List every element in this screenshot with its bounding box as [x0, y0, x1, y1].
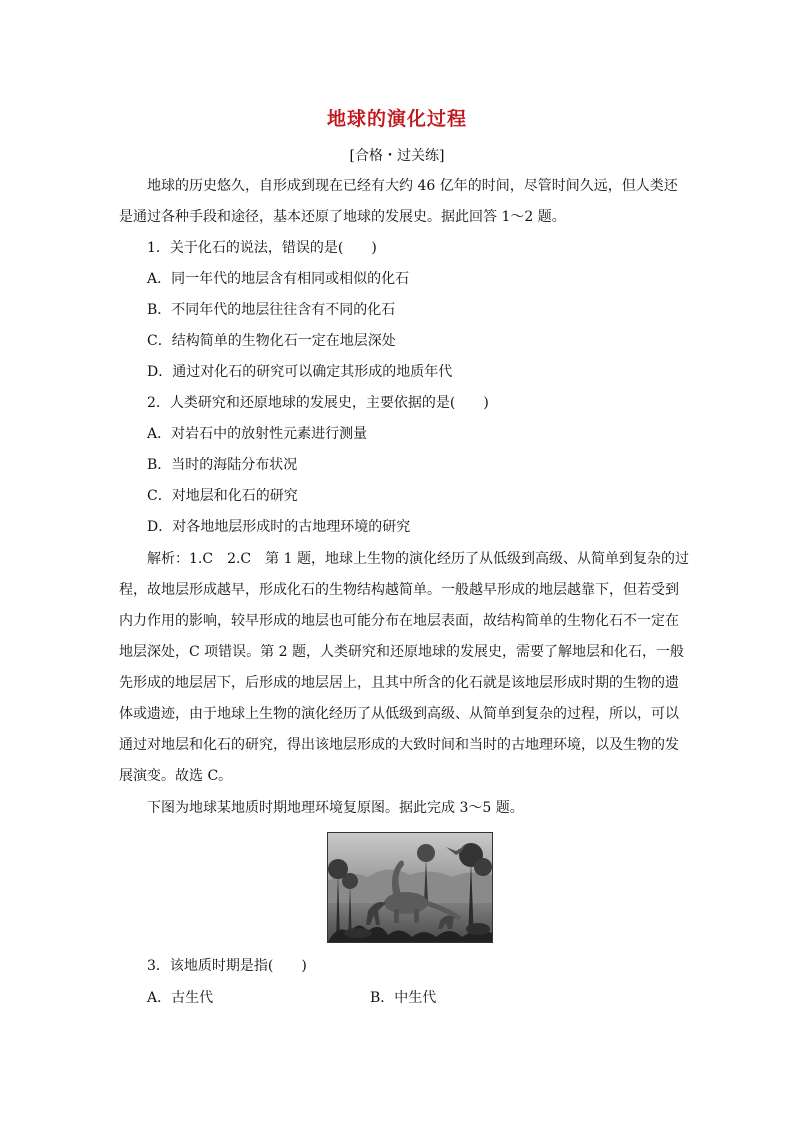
intro-line: 是通过各种手段和途径，基本还原了地球的发展史。据此回答 1～2 题。 — [119, 209, 566, 225]
intro-line: 地球的历史悠久，自形成到现在已经有大约 46 亿年的时间，尽管时间久远，但人类还 — [147, 178, 678, 194]
question-1-option-b: B．不同年代的地层往往含有不同的化石 — [147, 302, 396, 318]
analysis-line: 地层深处，C 项错误。第 2 题，人类研究和还原地球的发展史，需要了解地层和化石，一般 — [119, 644, 684, 660]
analysis-line: 内力作用的影响，较早形成的地层也可能分布在地层表面，故结构简单的生物化石不一定在 — [119, 613, 679, 629]
analysis-line: 先形成的地层居下，后形成的地层居上，且其中所含的化石就是该地层形成时期的生物的遗 — [119, 675, 679, 691]
question-2-option-a: A．对岩石中的放射性元素进行测量 — [147, 426, 368, 442]
question-3-stem: 3．该地质时期是指( ) — [147, 958, 307, 974]
question-2-stem: 2．人类研究和还原地球的发展史，主要依据的是( ) — [147, 395, 489, 411]
question-1-option-c: C．结构简单的生物化石一定在地层深处 — [147, 333, 396, 349]
section-subtitle: [合格・过关练] — [349, 148, 445, 164]
analysis-line: 程，故地层形成越早，形成化石的生物结构越简单。一般越早形成的地层越靠下，但若受到 — [119, 582, 679, 598]
page-title: 地球的演化过程 — [326, 108, 467, 130]
analysis-line: 展演变。故选 C。 — [119, 768, 233, 784]
question-3-option-b: B．中生代 — [370, 990, 437, 1006]
question-2-option-d: D．对各地地层形成时的古地理环境的研究 — [147, 519, 411, 535]
question-1-stem: 1．关于化石的说法，错误的是( ) — [147, 240, 377, 256]
analysis-line: 体或遗迹，由于地球上生物的演化经历了从低级到高级、从简单到复杂的过程，所以，可以 — [119, 706, 679, 722]
question-1-option-a: A．同一年代的地层含有相同或相似的化石 — [147, 271, 410, 287]
question-2-option-b: B．当时的海陆分布状况 — [147, 457, 298, 473]
mesozoic-landscape-image — [327, 832, 493, 943]
analysis-line: 解析：1.C 2.C 第 1 题，地球上生物的演化经历了从低级到高级、从简单到复杂的过 — [147, 551, 689, 567]
intro-2-line: 下图为地球某地质时期地理环境复原图。据此完成 3～5 题。 — [147, 800, 524, 816]
question-3-option-a: A．古生代 — [147, 990, 214, 1006]
analysis-line: 通过对地层和化石的研究，得出该地层形成的大致时间和当时的古地理环境，以及生物的发 — [119, 737, 679, 753]
question-2-option-c: C．对地层和化石的研究 — [147, 488, 298, 504]
question-1-option-d: D．通过对化石的研究可以确定其形成的地质年代 — [147, 364, 453, 380]
